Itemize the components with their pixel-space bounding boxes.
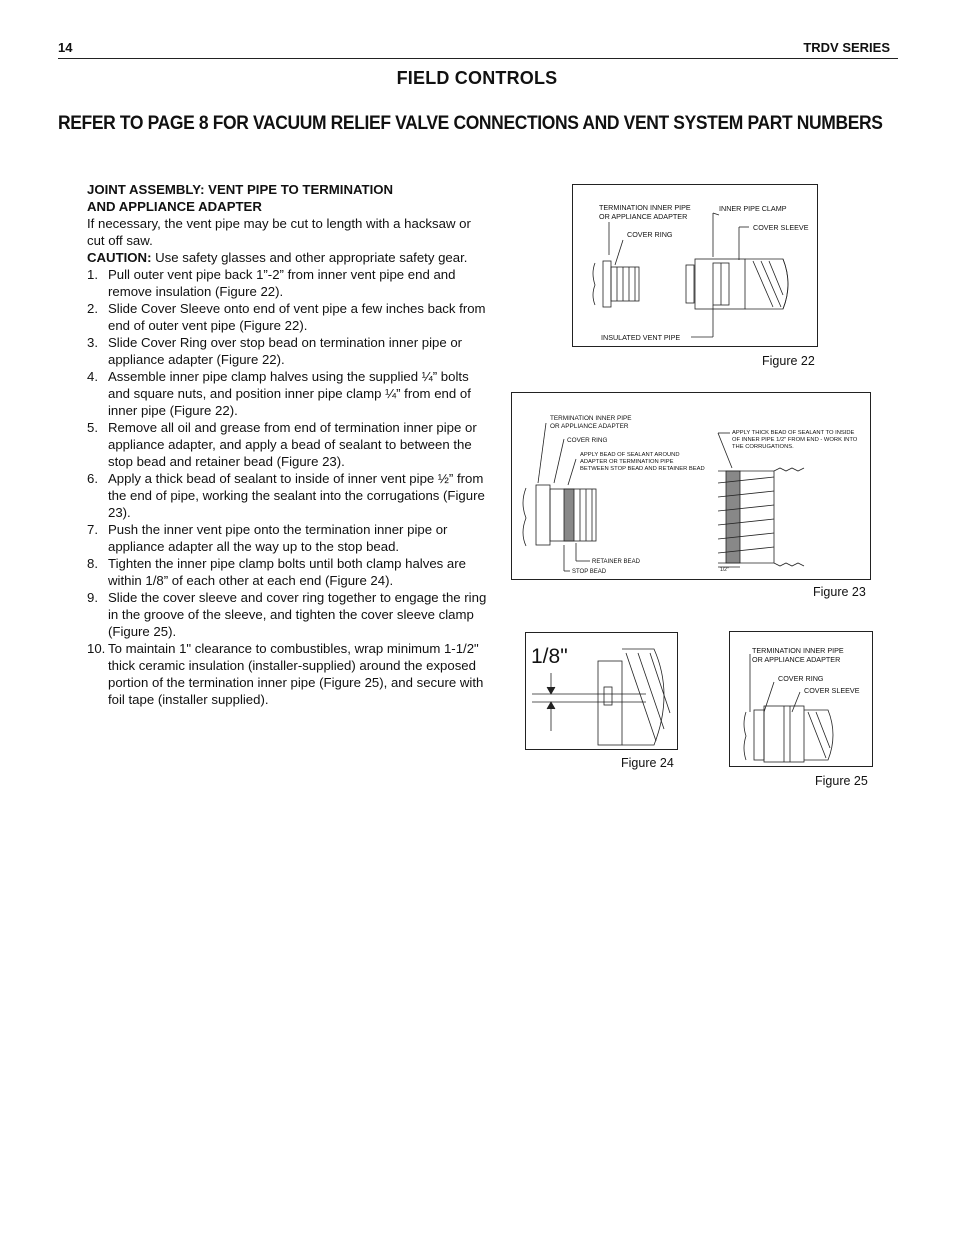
caution-text: Use safety glasses and other appropriate safety gear.	[151, 250, 468, 265]
step-text: Slide Cover Ring over stop bead on termination inner pipe or appliance adapter (Figure 22).	[108, 335, 463, 367]
figure-23-drawing	[512, 393, 870, 579]
assembly-heading-line2: AND APPLIANCE ADAPTER	[87, 199, 262, 214]
step-number: 4.	[87, 369, 98, 384]
list-item	[87, 300, 492, 334]
figure-24-drawing	[526, 633, 677, 749]
list-item	[87, 470, 492, 521]
assembly-instructions	[87, 181, 492, 708]
list-item	[87, 555, 492, 589]
fig22-label-term-1: TERMINATION INNER PIPE	[599, 203, 691, 212]
fig22-label-clamp: INNER PIPE CLAMP	[719, 204, 787, 213]
fig25-label-term-1: TERMINATION INNER PIPE	[752, 646, 844, 655]
figure-22	[572, 184, 818, 347]
list-item	[87, 419, 492, 470]
fig22-label-sleeve: COVER SLEEVE	[753, 223, 809, 232]
fig25-label-term-2: OR APPLIANCE ADAPTER	[752, 655, 841, 664]
figure-22-drawing	[573, 185, 817, 346]
list-item	[87, 266, 492, 300]
fig24-measure: 1/8"	[531, 645, 568, 668]
assembly-intro: If necessary, the vent pipe may be cut to length with a hacksaw or cut off saw.	[87, 216, 471, 248]
notice-heading: REFER TO PAGE 8 FOR VACUUM RELIEF VALVE CONNECTIONS AND VENT SYSTEM PART NUMBERS	[58, 113, 883, 134]
fig23-label-thick-1: APPLY THICK BEAD OF SEALANT TO INSIDE	[732, 430, 855, 436]
step-number: 5.	[87, 420, 98, 435]
figure-25-caption: Figure 25	[815, 774, 868, 788]
step-number: 8.	[87, 556, 98, 571]
list-item	[87, 368, 492, 419]
caution-label: CAUTION:	[87, 250, 152, 265]
figure-24-caption: Figure 24	[621, 756, 674, 770]
step-number: 1.	[87, 267, 98, 282]
figure-22-caption: Figure 22	[762, 354, 815, 368]
step-number: 10.	[87, 641, 106, 656]
step-number: 3.	[87, 335, 98, 350]
step-text: Apply a thick bead of sealant to inside of inner vent pipe ½” from the end of pipe, working the sealant into the corrugations (Figure 23).	[108, 471, 485, 520]
fig23-label-term-2: OR APPLIANCE ADAPTER	[550, 423, 629, 430]
fig23-label-bead-3: BETWEEN STOP BEAD AND RETAINER BEAD	[580, 466, 705, 472]
figure-23-caption: Figure 23	[813, 585, 866, 599]
caution-note	[87, 249, 492, 266]
fig23-label-thick-2: OF INNER PIPE 1/2" FROM END - WORK INTO	[732, 437, 858, 443]
step-number: 7.	[87, 522, 98, 537]
fig25-label-sleeve: COVER SLEEVE	[804, 686, 860, 695]
step-text: Remove all oil and grease from end of termination inner pipe or appliance adapter, and apply a bead of sealant to between the stop bead and retainer bead (Figure 23).	[108, 420, 477, 469]
step-text: To maintain 1" clearance to combustibles, wrap minimum 1-1/2" thick ceramic insulation (installer-supplied) around the exposed portion of the termination inner pipe (Figure 25), and secure with foil tape (installer supplied).	[108, 641, 484, 707]
step-text: Pull outer vent pipe back 1”-2” from inner vent pipe end and remove insulation (Figure 22).	[108, 267, 456, 299]
step-text: Push the inner vent pipe onto the termination inner pipe or appliance adapter all the way up to the stop bead.	[108, 522, 448, 554]
fig25-label-ring: COVER RING	[778, 674, 824, 683]
fig23-label-retainer: RETAINER BEAD	[592, 559, 640, 565]
fig23-label-term-1: TERMINATION INNER PIPE	[550, 415, 632, 422]
fig22-label-term-2: OR APPLIANCE ADAPTER	[599, 212, 688, 221]
step-text: Slide Cover Sleeve onto end of vent pipe a few inches back from end of outer vent pipe (Figure 22).	[108, 301, 486, 333]
step-text: Tighten the inner pipe clamp bolts until both clamp halves are within 1/8” of each other at each end (Figure 24).	[108, 556, 466, 588]
series-name: TRDV SERIES	[803, 40, 890, 55]
step-text: Slide the cover sleeve and cover ring together to engage the ring in the groove of the sleeve, and tighten the cover sleeve clamp (Figure 25).	[108, 590, 487, 639]
section-title: FIELD CONTROLS	[396, 68, 558, 88]
fig23-label-stop: STOP BEAD	[572, 569, 607, 575]
assembly-heading-line1: JOINT ASSEMBLY: VENT PIPE TO TERMINATION	[87, 182, 394, 197]
step-number: 2.	[87, 301, 98, 316]
figure-25	[729, 631, 873, 767]
list-item	[87, 521, 492, 555]
fig23-label-half: 1/2"	[720, 567, 729, 573]
page-number: 14	[58, 40, 73, 55]
fig23-label-bead-2: ADAPTER OR TERMINATION PIPE	[580, 459, 674, 465]
fig22-label-ring: COVER RING	[627, 230, 673, 239]
step-number: 6.	[87, 471, 98, 486]
fig23-label-thick-3: THE CORRUGATIONS.	[732, 444, 794, 450]
step-number: 9.	[87, 590, 98, 605]
figure-24	[525, 632, 678, 750]
fig22-label-insulated: INSULATED VENT PIPE	[601, 333, 681, 342]
step-text: Assemble inner pipe clamp halves using the supplied ¼” bolts and square nuts, and position inner pipe clamp ¼” from end of inner pipe (Figure 22).	[108, 369, 471, 418]
figure-25-drawing	[730, 632, 872, 766]
figure-23	[511, 392, 871, 580]
fig23-label-ring: COVER RING	[567, 437, 608, 444]
list-item	[87, 334, 492, 368]
list-item	[87, 640, 492, 708]
fig23-label-bead-1: APPLY BEAD OF SEALANT AROUND	[580, 452, 680, 458]
list-item	[87, 589, 492, 640]
page-header	[58, 40, 898, 59]
steps-list	[87, 266, 492, 708]
